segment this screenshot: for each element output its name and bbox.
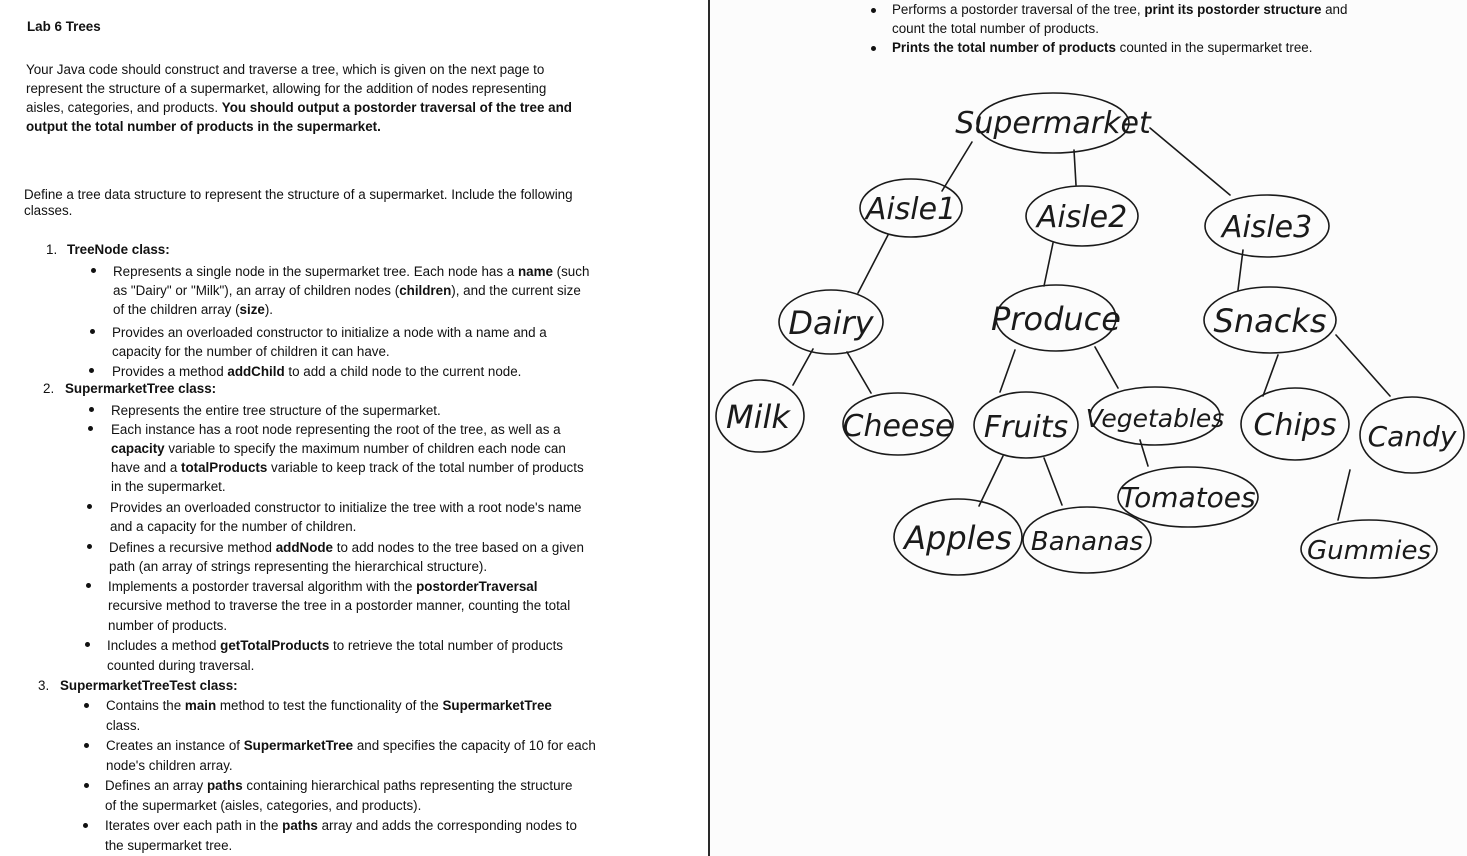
bullet-dot <box>87 544 92 549</box>
tree-node-apples <box>894 499 1022 575</box>
node-label-aisle1: Aisle1 <box>865 192 957 227</box>
s1-b1-line-1: Represents a single node in the supermarket tree. Each node has a name (such <box>113 264 590 279</box>
tree-node-dairy <box>779 290 883 354</box>
node-label-aisle2: Aisle2 <box>1036 200 1128 235</box>
tree-node-cheese <box>843 393 954 455</box>
tree-node-fruits <box>974 392 1078 458</box>
lab-title: Lab 6 Trees <box>27 19 101 34</box>
tree-node-vegetables <box>1086 387 1225 445</box>
node-label-milk: Milk <box>726 398 790 436</box>
bullet-dot <box>90 329 95 334</box>
s1-b1-line-3: of the children array (size). <box>113 302 274 317</box>
tree-node-supermarket <box>955 93 1152 153</box>
s2-b3-line-2: and a capacity for the number of children. <box>110 519 357 534</box>
intro-line-4: output the total number of products in the supermarket. <box>26 119 381 134</box>
bullet-dot <box>85 642 90 647</box>
s3-b1-line-1: Contains the main method to test the functionality of the SupermarketTree <box>106 698 552 713</box>
bullet-dot <box>91 268 96 273</box>
s2-b2-line-2: capacity variable to specify the maximum number of children each node can <box>111 441 566 456</box>
node-label-candy: Candy <box>1367 420 1457 453</box>
bullet-dot <box>84 783 89 788</box>
node-label-aisle3: Aisle3 <box>1221 210 1313 245</box>
bullet-dot <box>87 504 92 509</box>
s2-b6-line-1: Includes a method getTotalProducts to retrieve the total number of products <box>107 638 563 653</box>
left-page <box>0 0 708 856</box>
s2-b2-line-1: Each instance has a root node representing the root of the tree, as well as a <box>111 422 561 437</box>
tree-node-snacks <box>1204 287 1336 353</box>
bullet-dot <box>83 823 88 828</box>
right-bullet-1-line-1: Performs a postorder traversal of the tree, print its postorder structure and <box>892 2 1348 17</box>
define-line-1: Define a tree data structure to represent the structure of a supermarket. Include the following <box>24 187 573 202</box>
section-1-title: TreeNode class: <box>67 242 170 257</box>
tree-node-candy <box>1360 397 1464 473</box>
section-2-number: 2. <box>43 381 55 396</box>
s2-b5-line-3: number of products. <box>108 618 228 633</box>
node-label-apples: Apples <box>904 519 1012 557</box>
tree-node-aisle3 <box>1205 195 1329 257</box>
tree-node-tomatoes <box>1118 467 1258 527</box>
s2-b2-line-4: in the supermarket. <box>111 479 226 494</box>
tree-node-gummies <box>1301 520 1437 578</box>
node-label-fruits: Fruits <box>983 410 1069 445</box>
section-3-title: SupermarketTreeTest class: <box>60 678 238 693</box>
node-label-vegetables: Vegetables <box>1085 404 1225 433</box>
tree-node-aisle2 <box>1026 186 1138 246</box>
tree-node-chips <box>1241 388 1349 460</box>
s2-b4-line-1: Defines a recursive method addNode to add nodes to the tree based on a given <box>109 540 584 555</box>
s1-b3: Provides a method addChild to add a child node to the current node. <box>112 364 522 379</box>
s3-b3-line-2: of the supermarket (aisles, categories, and products). <box>105 798 422 813</box>
s2-b5-line-1: Implements a postorder traversal algorithm with the postorderTraversal <box>108 579 538 594</box>
s2-b2-line-3: have and a totalProducts variable to keep track of the total number of products <box>111 460 584 475</box>
define-line-2: classes. <box>24 203 73 218</box>
bullet-dot <box>84 743 89 748</box>
s2-b6-line-2: counted during traversal. <box>107 658 255 673</box>
node-label-produce: Produce <box>991 300 1121 338</box>
node-label-dairy: Dairy <box>788 304 874 342</box>
s3-b4-line-2: the supermarket tree. <box>105 838 233 853</box>
right-page <box>710 0 1467 856</box>
s2-b3-line-1: Provides an overloaded constructor to initialize the tree with a root node's name <box>110 500 582 515</box>
node-label-cheese: Cheese <box>842 409 954 444</box>
s3-b3-line-1: Defines an array paths containing hierarchical paths representing the structure <box>105 778 573 793</box>
bullet-dot <box>84 703 89 708</box>
s2-b4-line-2: path (an array of strings representing the hierarchical structure). <box>109 559 488 574</box>
node-label-gummies: Gummies <box>1306 536 1432 566</box>
right-bullet-2: Prints the total number of products counted in the supermarket tree. <box>892 40 1313 55</box>
section-2-title: SupermarketTree class: <box>65 381 217 396</box>
tree-node-produce <box>991 285 1121 351</box>
s2-b5-line-2: recursive method to traverse the tree in a postorder manner, counting the total <box>108 598 571 613</box>
s3-b4-line-1: Iterates over each path in the paths array and adds the corresponding nodes to <box>105 818 577 833</box>
s1-b2-line-2: capacity for the number of children it can have. <box>112 344 390 359</box>
node-label-bananas: Bananas <box>1030 527 1144 557</box>
tree-node-aisle1 <box>860 179 962 237</box>
bullet-dot <box>89 407 94 412</box>
s3-b1-line-2: class. <box>106 718 141 733</box>
tree-node-milk <box>716 380 804 452</box>
node-label-supermarket: Supermarket <box>955 106 1151 141</box>
section-3-number: 3. <box>38 678 50 693</box>
s3-b2-line-1: Creates an instance of SupermarketTree and specifies the capacity of 10 for each <box>106 738 596 753</box>
section-1-number: 1. <box>46 242 58 257</box>
bullet-dot <box>89 368 94 373</box>
intro-line-1: Your Java code should construct and traverse a tree, which is given on the next page to <box>26 62 545 77</box>
s1-b2-line-1: Provides an overloaded constructor to initialize a node with a name and a <box>112 325 547 340</box>
s2-b1: Represents the entire tree structure of the supermarket. <box>111 403 441 418</box>
node-label-tomatoes: Tomatoes <box>1120 481 1256 514</box>
intro-line-3: aisles, categories, and products. You should output a postorder traversal of the tree and <box>26 100 572 115</box>
bullet-dot <box>86 583 91 588</box>
s3-b2-line-2: node's children array. <box>106 758 233 773</box>
intro-line-2: represent the structure of a supermarket, allowing for the addition of nodes representing <box>26 81 547 96</box>
node-label-chips: Chips <box>1253 408 1337 443</box>
supermarket-tree-diagram <box>710 0 1467 856</box>
s1-b1-line-2: as "Dairy" or "Milk"), an array of children nodes (children), and the current size <box>113 283 581 298</box>
bullet-dot <box>88 426 93 431</box>
node-label-snacks: Snacks <box>1213 302 1327 340</box>
tree-node-bananas <box>1023 507 1151 573</box>
right-bullet-1-line-2: count the total number of products. <box>892 21 1099 36</box>
